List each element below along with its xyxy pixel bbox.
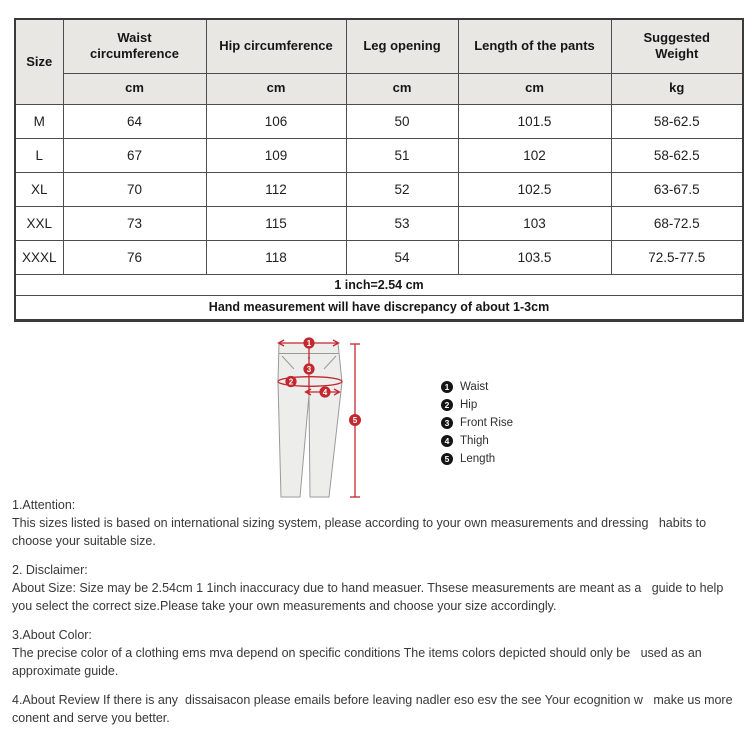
legend-label: Waist	[460, 381, 489, 393]
note-body: About Size: Size may be 2.54cm 1 1inch inaccuracy due to hand measuer. Thsese measurements are meant as a guide to help you select the correct size.Please take your own measurements and choose your size accordingly.	[12, 581, 727, 613]
note-about-review	[12, 691, 737, 727]
column-header-length: Length of the pants	[458, 19, 611, 73]
leg-cell: 51	[346, 138, 458, 172]
leg-cell: 54	[346, 240, 458, 274]
legend-number-badge: 3	[441, 417, 453, 429]
header-row	[15, 19, 743, 73]
footnote-row	[15, 295, 743, 320]
table-row-xxxl	[15, 240, 743, 274]
hip-cell: 106	[206, 104, 346, 138]
unit-waist: cm	[63, 73, 206, 104]
note-heading: 1.Attention:	[12, 498, 76, 512]
legend-number-badge: 4	[441, 435, 453, 447]
hip-cell: 112	[206, 172, 346, 206]
waist-cell: 64	[63, 104, 206, 138]
column-header-waist: Waist circumference	[63, 19, 206, 73]
length-cell: 103.5	[458, 240, 611, 274]
legend-number-badge: 1	[441, 381, 453, 393]
size-cell: L	[15, 138, 63, 172]
hip-cell: 109	[206, 138, 346, 172]
legend-label: Thigh	[460, 435, 489, 447]
table-row-l	[15, 138, 743, 172]
weight-cell: 72.5-77.5	[611, 240, 743, 274]
leg-cell: 50	[346, 104, 458, 138]
note-disclaimer	[12, 561, 734, 615]
note-body: The precise color of a clothing ems mva depend on specific conditions The items colors depicted should only be used as an approximate guide.	[12, 646, 706, 678]
legend-label: Hip	[460, 399, 478, 411]
legend-label: Front Rise	[460, 417, 514, 429]
units-row	[15, 73, 743, 104]
note-heading: 2. Disclaimer:	[12, 563, 88, 577]
length-cell: 101.5	[458, 104, 611, 138]
weight-cell: 68-72.5	[611, 206, 743, 240]
table-row-xxl	[15, 206, 743, 240]
legend-number-badge: 5	[441, 453, 453, 465]
hip-cell: 118	[206, 240, 346, 274]
measurement-discrepancy-note: Hand measurement will have discrepancy of about 1-3cm	[15, 295, 743, 320]
length-cell: 103	[458, 206, 611, 240]
legend-item-waist	[441, 378, 513, 396]
column-header-weight: Suggested Weight	[611, 19, 743, 73]
leg-cell: 53	[346, 206, 458, 240]
length-cell: 102.5	[458, 172, 611, 206]
waist-cell: 70	[63, 172, 206, 206]
note-body: 4.About Review If there is any dissaisacon please emails before leaving nadler eso esv the see Your ecognition w make us more conent and serve you better.	[12, 693, 737, 725]
table-row-xl	[15, 172, 743, 206]
weight-cell: 58-62.5	[611, 138, 743, 172]
weight-cell: 58-62.5	[611, 104, 743, 138]
note-about-color	[12, 626, 734, 680]
callout-4: 4	[322, 387, 328, 397]
legend-label: Length	[460, 453, 496, 465]
footnote-row	[15, 274, 743, 295]
callout-1: 1	[306, 338, 312, 348]
note-attention	[12, 496, 734, 550]
diagram-legend	[441, 378, 513, 468]
size-cell: M	[15, 104, 63, 138]
callout-5: 5	[352, 415, 358, 425]
length-cell: 102	[458, 138, 611, 172]
size-cell: XL	[15, 172, 63, 206]
legend-item-front-rise	[441, 414, 513, 432]
waist-cell: 73	[63, 206, 206, 240]
unit-length: cm	[458, 73, 611, 104]
size-table	[14, 18, 744, 322]
note-body: This sizes listed is based on international sizing system, please according to your own measurements and dressing habits to choose your suitable size.	[12, 516, 710, 548]
column-header-size: Size	[15, 19, 63, 104]
column-header-leg-opening: Leg opening	[346, 19, 458, 73]
unit-weight: kg	[611, 73, 743, 104]
legend-number-badge: 2	[441, 399, 453, 411]
legend-item-hip	[441, 396, 513, 414]
callout-2: 2	[288, 377, 294, 387]
leg-cell: 52	[346, 172, 458, 206]
column-header-hip: Hip circumference	[206, 19, 346, 73]
waist-cell: 67	[63, 138, 206, 172]
table-row-m	[15, 104, 743, 138]
legend-item-length	[441, 450, 513, 468]
notes-section	[12, 496, 737, 738]
size-cell: XXXL	[15, 240, 63, 274]
legend-item-thigh	[441, 432, 513, 450]
hip-cell: 115	[206, 206, 346, 240]
unit-leg-opening: cm	[346, 73, 458, 104]
waist-cell: 76	[63, 240, 206, 274]
unit-hip: cm	[206, 73, 346, 104]
size-cell: XXL	[15, 206, 63, 240]
callout-3: 3	[306, 364, 312, 374]
weight-cell: 63-67.5	[611, 172, 743, 206]
note-heading: 3.About Color:	[12, 628, 92, 642]
inch-conversion-note: 1 inch=2.54 cm	[15, 274, 743, 295]
